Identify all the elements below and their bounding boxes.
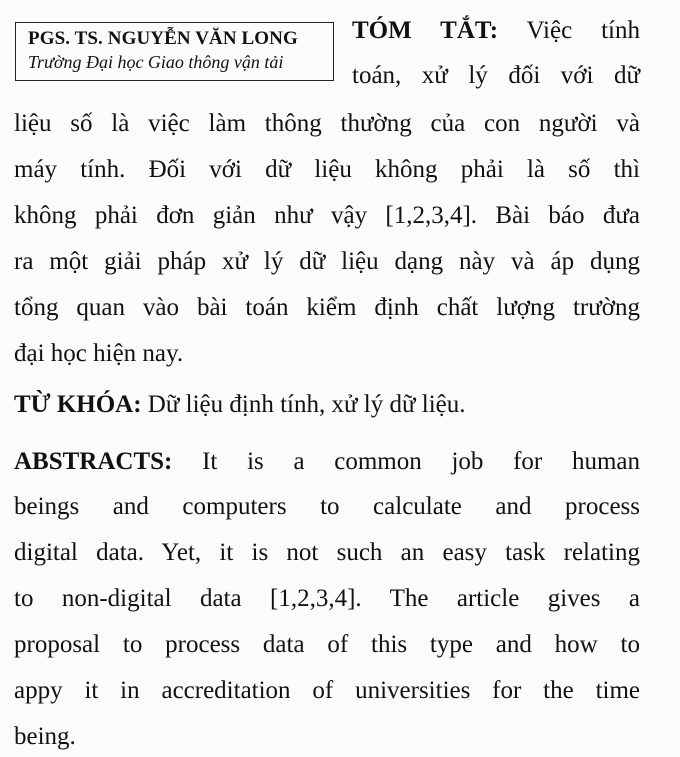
author-affiliation: Trường Đại học Giao thông vận tải — [28, 52, 284, 72]
abstract-line-6: appy it in accreditation of universities for the time — [14, 677, 640, 704]
summary-line-8: đại học hiện nay. — [14, 340, 184, 367]
abstract-line-2: beings and computers to calculate and process — [14, 493, 640, 520]
abstract-line-1: ABSTRACTS: It is a common job for human — [14, 448, 641, 475]
abstract-line-4: to non-digital data [1,2,3,4]. The article gives a — [14, 585, 640, 612]
summary-line-4: máy tính. Đối với dữ liệu không phải là số thì — [14, 156, 640, 183]
summary-line-3: liệu số là việc làm thông thường của con người và — [14, 110, 640, 137]
abstract-line-3: digital data. Yet, it is not such an easy task relating — [14, 539, 640, 566]
keywords-line — [14, 390, 640, 420]
abstract-line-5: proposal to process data of this type and how to — [14, 631, 640, 658]
abstract-heading: ABSTRACTS: — [14, 448, 173, 475]
keywords-heading: TỪ KHÓA: — [14, 391, 142, 418]
summary-line-7: tổng quan vào bài toán kiểm định chất lượng trường — [14, 294, 640, 321]
summary-line-5: không phải đơn giản như vậy [1,2,3,4]. Bài báo đưa — [14, 202, 640, 229]
summary-line-1: TÓM TẮT: Việc tính — [352, 17, 640, 44]
summary-line-6: ra một giải pháp xử lý dữ liệu dạng này và áp dụng — [14, 248, 640, 275]
author-name: PGS. TS. NGUYỄN VĂN LONG — [28, 28, 298, 49]
keywords-text: Dữ liệu định tính, xử lý dữ liệu. — [147, 391, 466, 418]
summary-heading: TÓM TẮT: — [352, 17, 499, 44]
abstract-line-7: being. — [14, 723, 76, 750]
author-box — [15, 22, 334, 81]
summary-line-2: toán, xử lý đối với dữ — [352, 62, 640, 89]
